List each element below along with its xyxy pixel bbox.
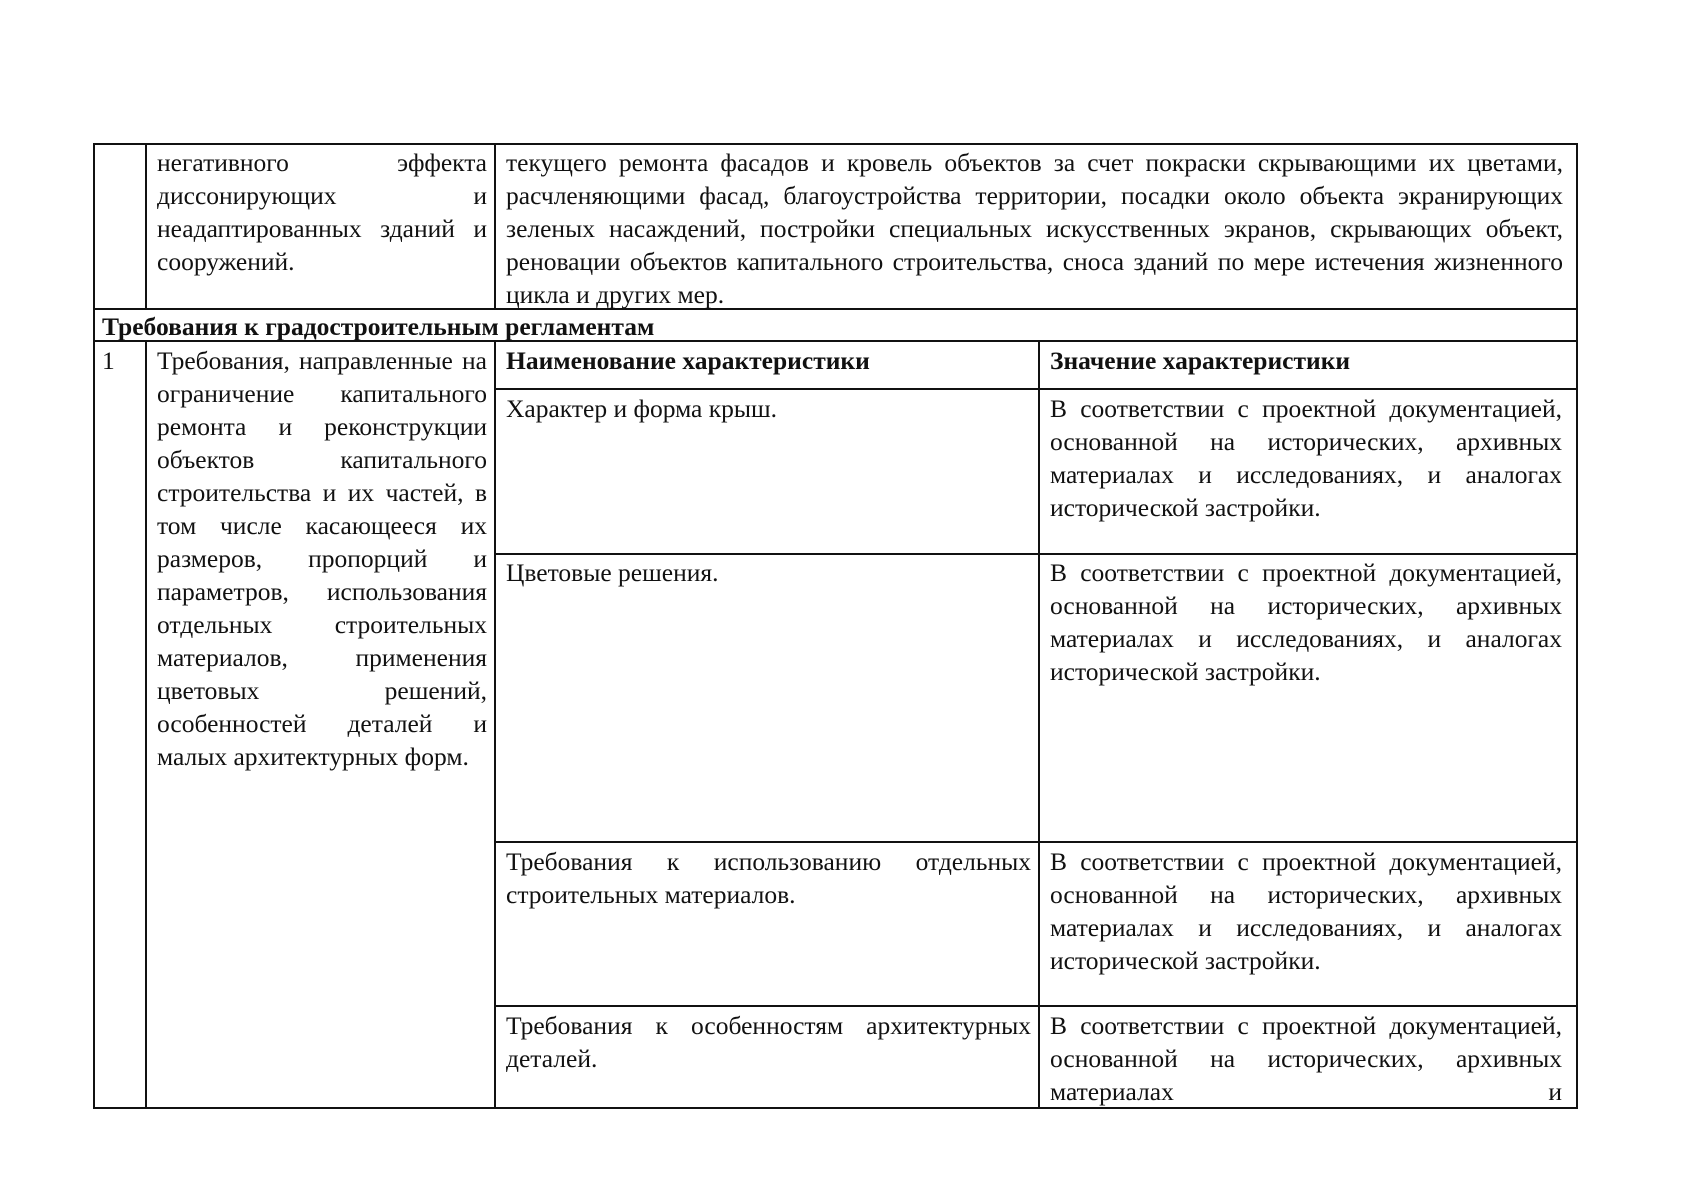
top-row-measures: текущего ремонта фасадов и кровель объектов за счет покраски скрывающими их цветами, расчленяющими фасад, благоустройства территории, посадки около объекта экранирующих зеленых насаждений, постройки специальных искусственных экранов, скрывающих объект, реновации объектов капитального строительства, сноса зданий по мере истечения жизненного цикла и других мер. [506, 148, 1563, 309]
section-heading: Требования к градостроительным регламентам [102, 312, 655, 341]
subtable-header-name: Наименование характеристики [506, 346, 870, 375]
characteristic-name: Цветовые решения. [506, 558, 719, 587]
subtable-header-value: Значение характеристики [1050, 346, 1351, 375]
number-column-divider-top [145, 143, 147, 310]
top-row-description: негативного эффекта диссонирующих и неадаптированных зданий и сооружений. [157, 148, 487, 276]
subtable-header-divider [494, 388, 1578, 390]
row-number: 1 [102, 346, 115, 375]
characteristic-name: Требования к особенностям архитектурных деталей. [506, 1011, 1031, 1073]
subtable-row-divider-3 [494, 1005, 1578, 1007]
table-right-border [1576, 143, 1578, 1109]
value-column-divider [1038, 340, 1040, 1109]
characteristic-value: В соответствии с проектной документацией, основанной на исторических, архивных материалах и исследованиях, и аналогах исторической застройки. [1050, 394, 1562, 522]
table-top-border [93, 143, 1578, 145]
subtable-row-divider-1 [494, 553, 1578, 555]
characteristic-value: В соответствии с проектной документацией, основанной на исторических, архивных материалах и исследованиях, и аналогах исторической застройки. [1050, 847, 1562, 975]
characteristic-name: Требования к использованию отдельных строительных материалов. [506, 847, 1031, 909]
description-column-divider-top [494, 143, 496, 310]
number-column-divider-bottom [145, 340, 147, 1109]
subtable-row-divider-2 [494, 841, 1578, 843]
characteristic-name: Характер и форма крыш. [506, 394, 778, 423]
characteristic-value: В соответствии с проектной документацией, основанной на исторических, архивных материалах и исследованиях, и аналогах исторической застройки. [1050, 558, 1562, 686]
row-description: Требования, направленные на ограничение капитального ремонта и реконструкции объектов капитального строительства и их частей, в том числе касающееся их размеров, пропорций и параметров, использования отдельных строительных материалов, применения цветовых решений, особенностей деталей и малых архитектурных форм. [157, 346, 487, 771]
description-column-divider-bottom [494, 340, 496, 1109]
characteristic-value: В соответствии с проектной документацией, основанной на исторических, архивных материалах и [1050, 1011, 1562, 1106]
table-left-border [93, 143, 95, 1109]
